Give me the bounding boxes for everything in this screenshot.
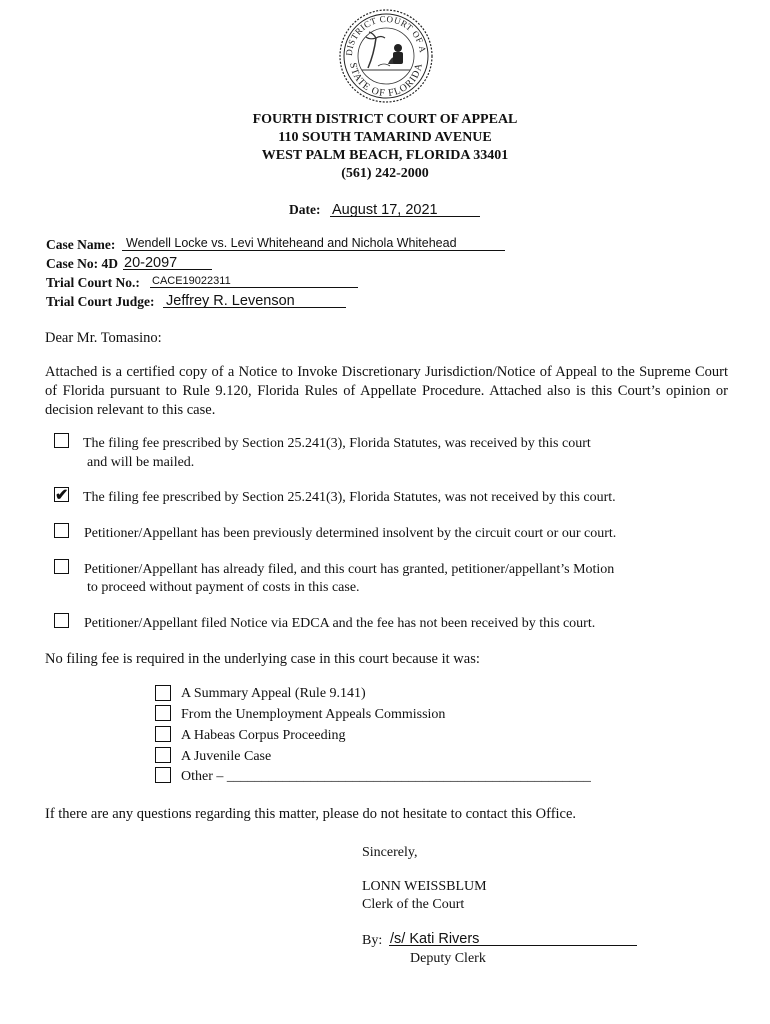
seal-ring-top: DISTRICT COURT OF A [343, 13, 428, 57]
case-name-value: Wendell Locke vs. Levi Whiteheand and Nichola Whitehead [126, 236, 457, 250]
court-street: 110 SOUTH TAMARIND AVENUE [278, 130, 492, 145]
date-field[interactable] [330, 200, 480, 217]
trial-judge-label: Trial Court Judge: [46, 294, 155, 309]
option-1-text: The filing fee prescribed by Section 25.241(3), Florida Statutes, was received by this court [83, 436, 591, 451]
option-4-text-line2: to proceed without payment of costs in this case. [87, 580, 360, 595]
option-5-checkbox[interactable] [54, 613, 69, 628]
exemption-summary-appeal-checkbox[interactable] [155, 685, 171, 701]
case-name-label: Case Name: [46, 237, 116, 252]
option-4-checkbox[interactable] [54, 559, 69, 574]
court-name: FOURTH DISTRICT COURT OF APPEAL [252, 112, 518, 127]
case-no-value: 20-2097 [124, 255, 178, 271]
trial-court-no-label: Trial Court No.: [46, 275, 140, 290]
exemption-habeas: A Habeas Corpus Proceeding [181, 728, 346, 743]
trial-court-no-value: CACE19022311 [152, 275, 231, 287]
florida-state-seal-icon [338, 8, 434, 104]
date-label: Date: [289, 202, 321, 217]
no-fee-intro: No filing fee is required in the underlying case in this court because it was: [45, 651, 480, 667]
exemption-habeas-checkbox[interactable] [155, 726, 171, 742]
court-city: WEST PALM BEACH, FLORIDA 33401 [261, 148, 509, 163]
by-label: By: [362, 933, 383, 948]
checkmark-icon: ✔ [55, 487, 69, 504]
option-4-text: Petitioner/Appellant has already filed, and this court has granted, petitioner/appellant’s Motion [84, 562, 615, 577]
svg-text:DISTRICT COURT OF APPEAL [338, 8, 428, 56]
closing-note: If there are any questions regarding this matter, please do not hesitate to contact this Office. [45, 806, 577, 822]
option-5-text: Petitioner/Appellant filed Notice via EDCA and the fee has not been received by this court. [84, 616, 596, 631]
option-3-checkbox[interactable] [54, 523, 69, 538]
intro-paragraph: Attached is a certified copy of a Notice to Invoke Discretionary Jurisdiction/Notice of Appeal to the Supreme Court of Florida pursuant to Rule 9.120, Florida Rules of Appellate Procedure. Attached also is this Court’s opinion or decision relevant to this case. [45, 364, 728, 418]
signature-value: /s/ Kati Rivers [390, 931, 480, 947]
option-3-text: Petitioner/Appellant has been previously determined insolvent by the circuit court or our court. [84, 526, 617, 541]
trial-judge-field[interactable] [163, 291, 346, 308]
exemption-summary-appeal: A Summary Appeal (Rule 9.141) [181, 686, 366, 701]
court-phone: (561) 242-2000 [341, 166, 429, 181]
exemption-juvenile: A Juvenile Case [181, 749, 272, 764]
option-1-checkbox[interactable] [54, 433, 69, 448]
exemption-unemployment-checkbox[interactable] [155, 705, 171, 721]
option-2-text: The filing fee prescribed by Section 25.241(3), Florida Statutes, was not received by this court. [83, 490, 616, 505]
trial-judge-value: Jeffrey R. Levenson [166, 293, 295, 309]
option-2-checkbox[interactable] [54, 487, 69, 502]
exemption-other-checkbox[interactable] [155, 767, 171, 783]
sincerely: Sincerely, [362, 845, 418, 860]
exemption-other[interactable]: Other – ____________________________________________________ [181, 769, 591, 784]
seal-ring-bottom: STATE OF FLORIDA [347, 61, 426, 100]
case-no-field[interactable] [123, 253, 212, 270]
deputy-clerk-title: Deputy Clerk [410, 951, 486, 966]
salutation: Dear Mr. Tomasino: [45, 330, 162, 346]
clerk-title: Clerk of the Court [362, 897, 465, 912]
clerk-name: LONN WEISSBLUM [362, 879, 487, 894]
case-no-label: Case No: 4D [46, 256, 118, 271]
option-1-text-line2: and will be mailed. [87, 455, 195, 470]
case-name-field[interactable] [122, 234, 505, 251]
exemption-unemployment: From the Unemployment Appeals Commission [181, 707, 446, 722]
trial-court-no-field[interactable] [150, 271, 358, 288]
date-value: August 17, 2021 [332, 202, 438, 218]
exemption-juvenile-checkbox[interactable] [155, 747, 171, 763]
signature-field[interactable] [389, 929, 637, 946]
